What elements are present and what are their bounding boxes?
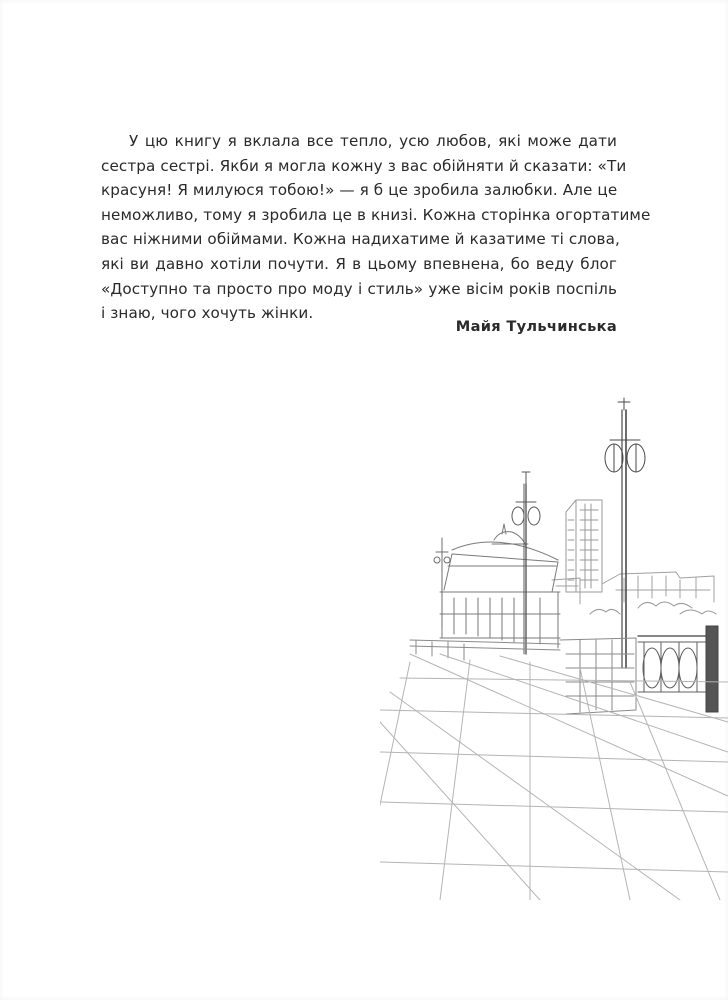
foliage-icon <box>590 602 716 614</box>
lamp-post-icon <box>512 472 540 654</box>
author-signature: Майя Тульчинська <box>455 318 617 335</box>
pavement-icon <box>380 654 728 900</box>
dedication-text <box>101 129 651 326</box>
paragraph-line: «Доступно та просто про моду і стиль» уже вісім років поспіль <box>101 279 617 298</box>
paragraph-line: сестра сестрі. Якби я могла кожну з вас обійняти й сказати: «Ти <box>101 156 627 175</box>
stone-wall-icon <box>410 638 636 714</box>
city-embankment-sketch-icon <box>380 392 728 900</box>
tall-lamp-post-icon <box>605 398 645 668</box>
paragraph-line: У цю книгу я вклала все тепло, усю любов, які може дати <box>129 132 617 150</box>
paragraph-line: вас ніжними обіймами. Кожна надихатиме й казатиме ті слова, <box>101 230 620 249</box>
paragraph-line: і знаю, чого хочуть жінки. <box>101 304 314 323</box>
paragraph-line: красуня! Я милуюся тобою!» — я б це зробила залюбки. Але це <box>101 181 618 200</box>
dedication-paragraph <box>101 129 651 326</box>
paragraph-line: які ви давно хотіли почути. Я в цьому впевнена, бо веду блог <box>101 254 617 273</box>
pavilion-building-icon <box>440 524 560 648</box>
paragraph-line: неможливо, тому я зробила це в книзі. Кожна сторінка огортатиме <box>101 205 651 224</box>
